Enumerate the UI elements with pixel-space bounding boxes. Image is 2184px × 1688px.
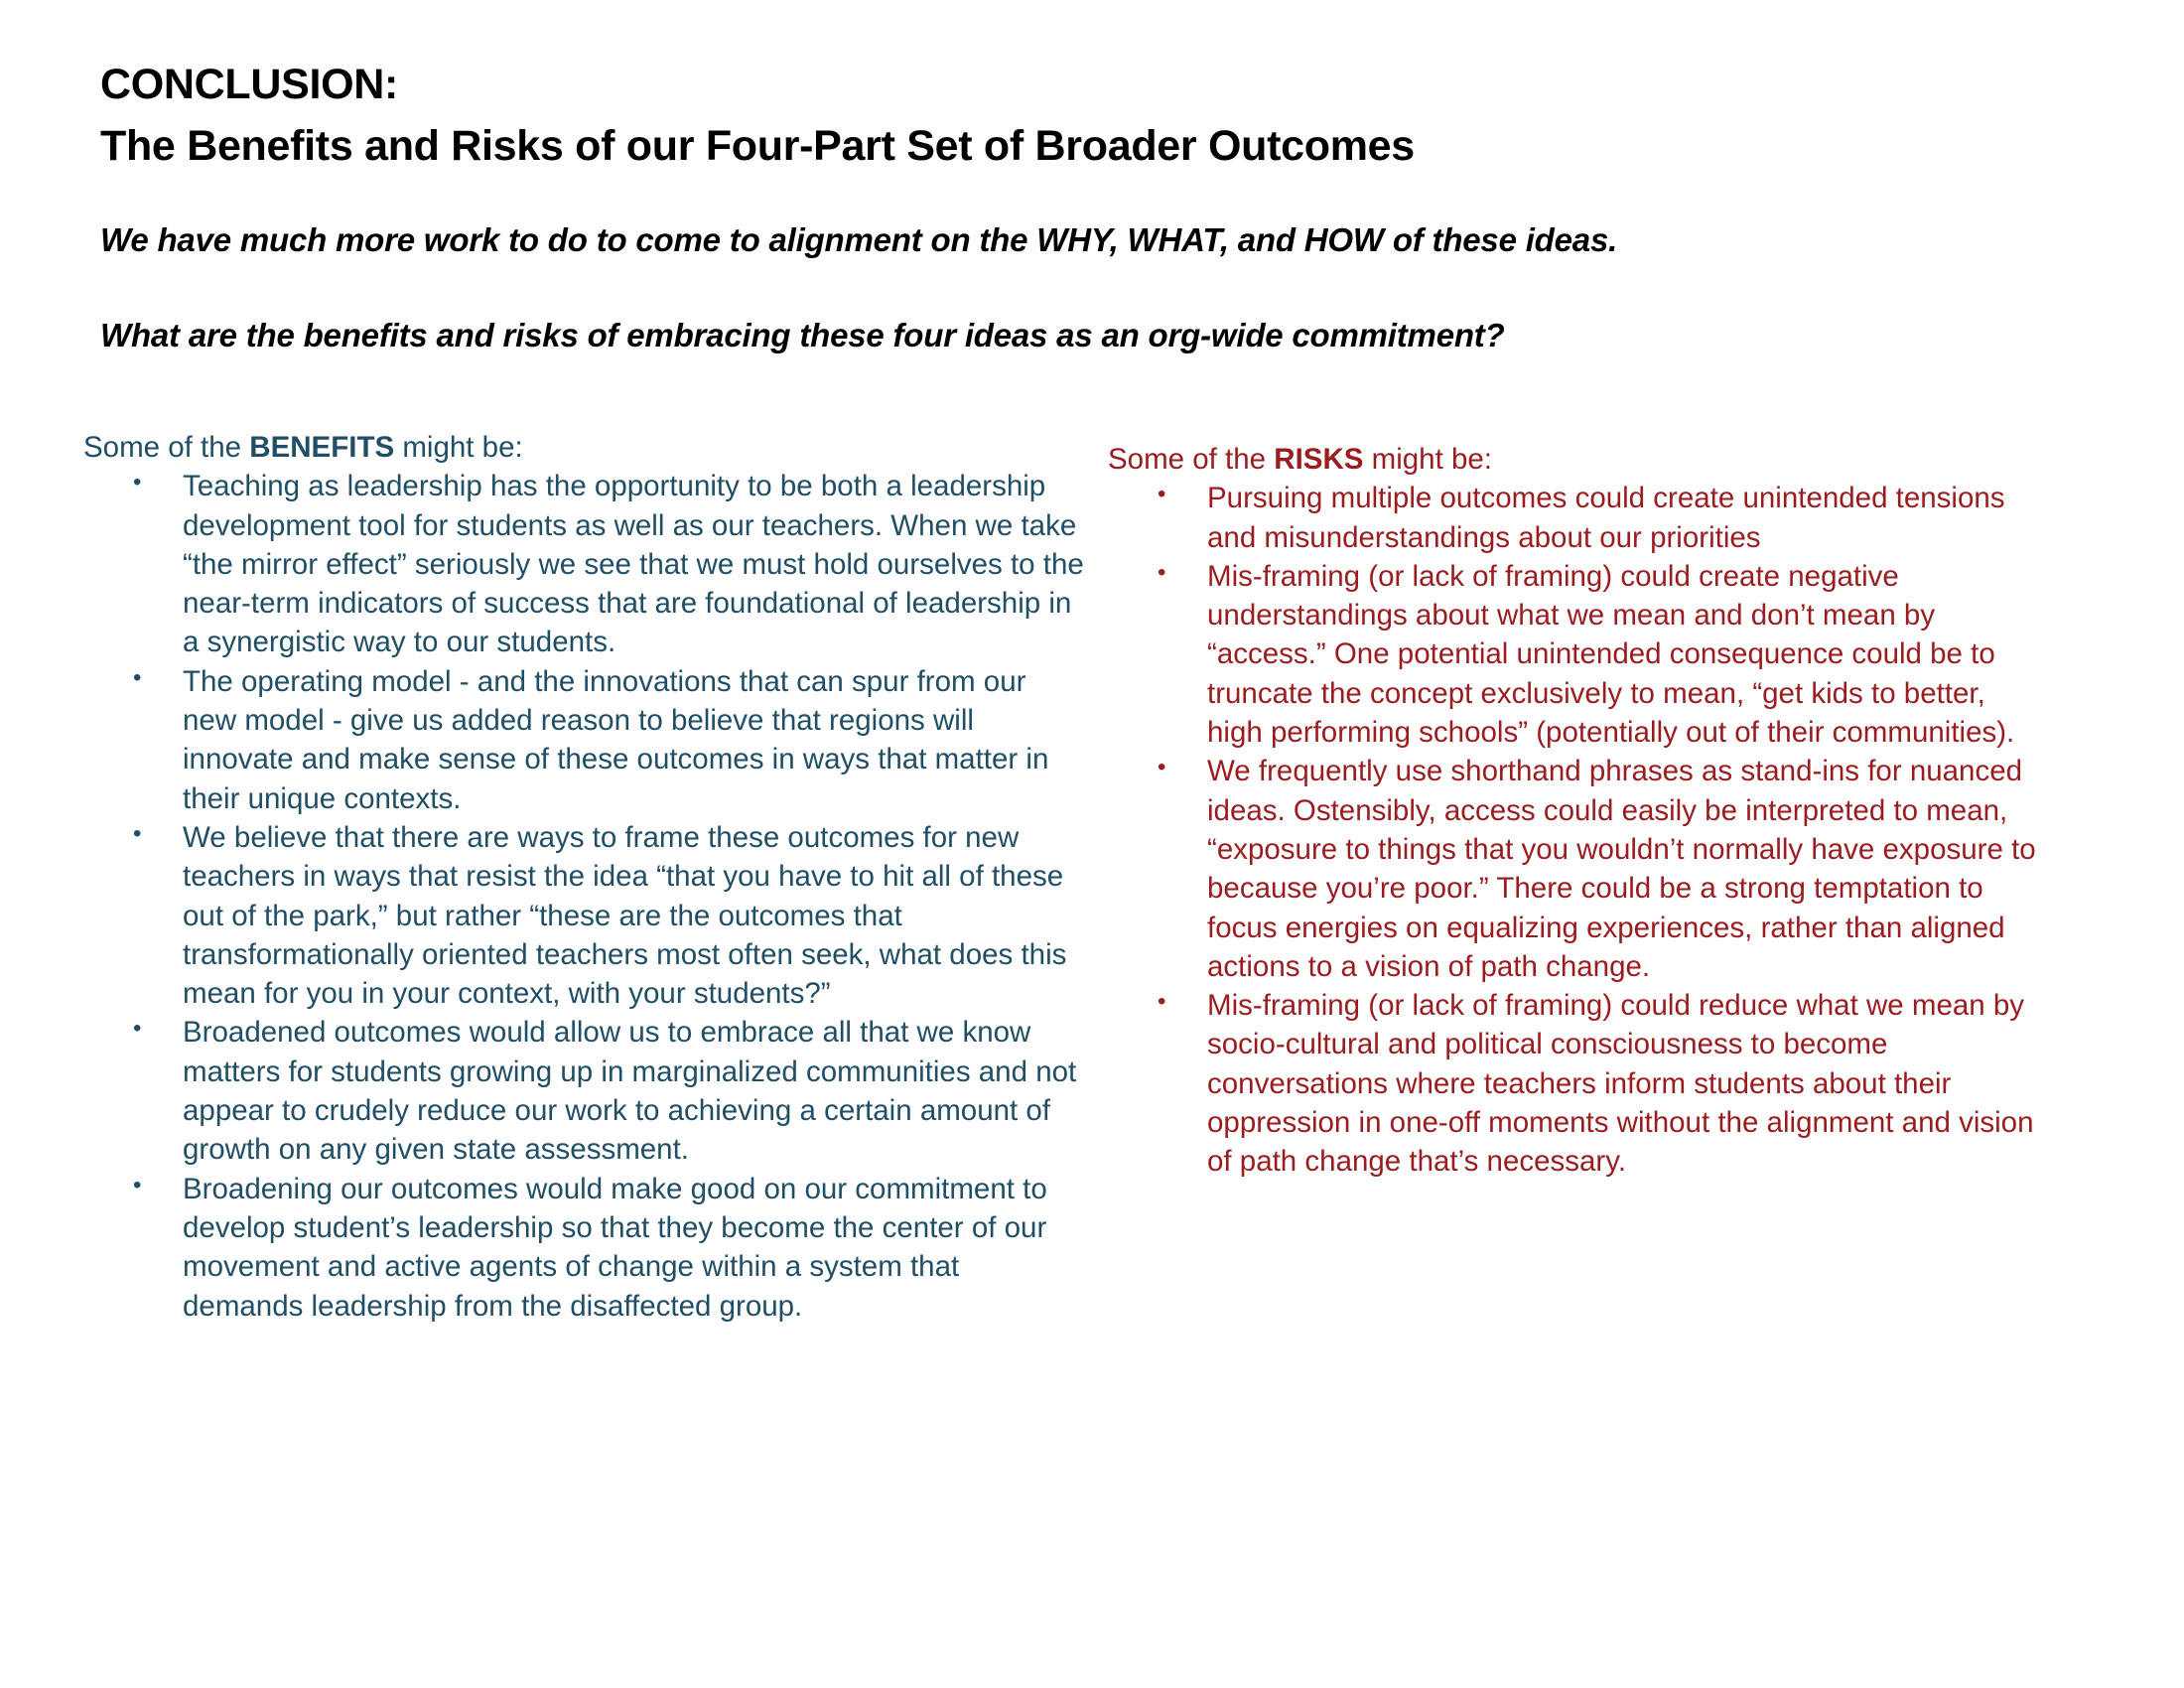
- risks-list-item: [1108, 557, 2041, 752]
- bullet-icon: •: [133, 469, 142, 496]
- risks-list-item: [1108, 479, 2041, 557]
- risks-keyword: RISKS: [1274, 443, 1364, 476]
- benefits-intro-after: might be:: [394, 431, 523, 464]
- alignment-statement: We have much more work to do to come to alignment on the WHY, WHAT, and HOW of these ideas.: [100, 221, 1618, 258]
- bullet-icon: •: [1158, 558, 1166, 586]
- risks-list-item: [1108, 986, 2041, 1181]
- benefits-intro: [83, 428, 1086, 467]
- benefits-risks-question: What are the benefits and risks of embracing these four ideas as an org-wide commitment?: [100, 317, 1505, 353]
- page-title-line-1: CONCLUSION:: [100, 61, 399, 108]
- benefit-text: We believe that there are ways to frame these outcomes for new teachers in ways that resist the idea “that you have to hit all of these out of the park,” but rather “these are the outcomes that transformationally oriented teachers most often seek, what does this mean for you in your context, with your students?”: [183, 820, 1067, 1011]
- benefits-list-item: [83, 1013, 1086, 1169]
- risks-intro: [1108, 440, 2041, 479]
- bullet-icon: •: [133, 819, 142, 847]
- bullet-icon: •: [133, 1171, 142, 1198]
- benefits-list: [83, 467, 1086, 1326]
- risk-text: Mis-framing (or lack of framing) could create negative understandings about what we mean and don’t mean by “access.” One potential unintended consequence could be to truncate the concept exclusively to mean, “get kids to better, high performing schools” (potentially out of their communities).: [1207, 559, 2015, 750]
- benefits-list-item: [83, 818, 1086, 1013]
- page-title-line-2: The Benefits and Risks of our Four-Part Set of Broader Outcomes: [100, 122, 1415, 170]
- benefit-text: Teaching as leadership has the opportunity to be both a leadership development tool for students as well as our teachers. When we take “the mirror effect” seriously we see that we must hold ourselves to the near-term indicators of success that are foundational of leadership in a synergistic way to our students.: [183, 470, 1084, 659]
- page-title: [100, 54, 1415, 177]
- benefit-text: Broadened outcomes would allow us to embrace all that we know matters for students growing up in marginalized communities and not appear to crudely reduce our work to achieving a certain amount of growth on any given state assessment.: [183, 1016, 1077, 1167]
- bullet-icon: •: [1158, 754, 1166, 781]
- risks-intro-after: might be:: [1363, 443, 1492, 476]
- benefits-list-item: [83, 662, 1086, 818]
- benefits-keyword: BENEFITS: [249, 431, 395, 464]
- bullet-icon: •: [1158, 988, 1166, 1016]
- benefits-column: [83, 428, 1086, 1326]
- benefits-list-item: [83, 467, 1086, 661]
- risk-text: Mis-framing (or lack of framing) could reduce what we mean by socio-cultural and political consciousness to become conversations where teachers inform students about their oppression in one-off moments without the alignment and vision of path change that’s necessary.: [1207, 989, 2034, 1179]
- risk-text: We frequently use shorthand phrases as stand-ins for nuanced ideas. Ostensibly, access could easily be interpreted to mean, “exposure to things that you wouldn’t normally have exposure to because you’re poor.” There could be a strong temptation to focus energies on equalizing experiences, rather than aligned actions to a vision of path change.: [1207, 755, 2036, 983]
- benefit-text: Broadening our outcomes would make good on our commitment to develop student’s leadership so that they become the center of our movement and active agents of change within a system that demands leadership from the disaffected group.: [183, 1172, 1047, 1323]
- benefit-text: The operating model - and the innovations that can spur from our new model - give us added reason to believe that regions will innovate and make sense of these outcomes in ways that matter in their unique contexts.: [183, 664, 1049, 815]
- risks-column: [1108, 440, 2041, 1182]
- risks-intro-before: Some of the: [1108, 443, 1275, 476]
- risks-list: [1108, 479, 2041, 1181]
- risks-list-item: [1108, 752, 2041, 986]
- bullet-icon: •: [133, 663, 142, 691]
- bullet-icon: •: [1158, 481, 1166, 508]
- benefits-intro-before: Some of the: [83, 431, 250, 464]
- bullet-icon: •: [133, 1015, 142, 1043]
- benefits-list-item: [83, 1170, 1086, 1326]
- risk-text: Pursuing multiple outcomes could create unintended tensions and misunderstandings about our priorities: [1207, 482, 2005, 554]
